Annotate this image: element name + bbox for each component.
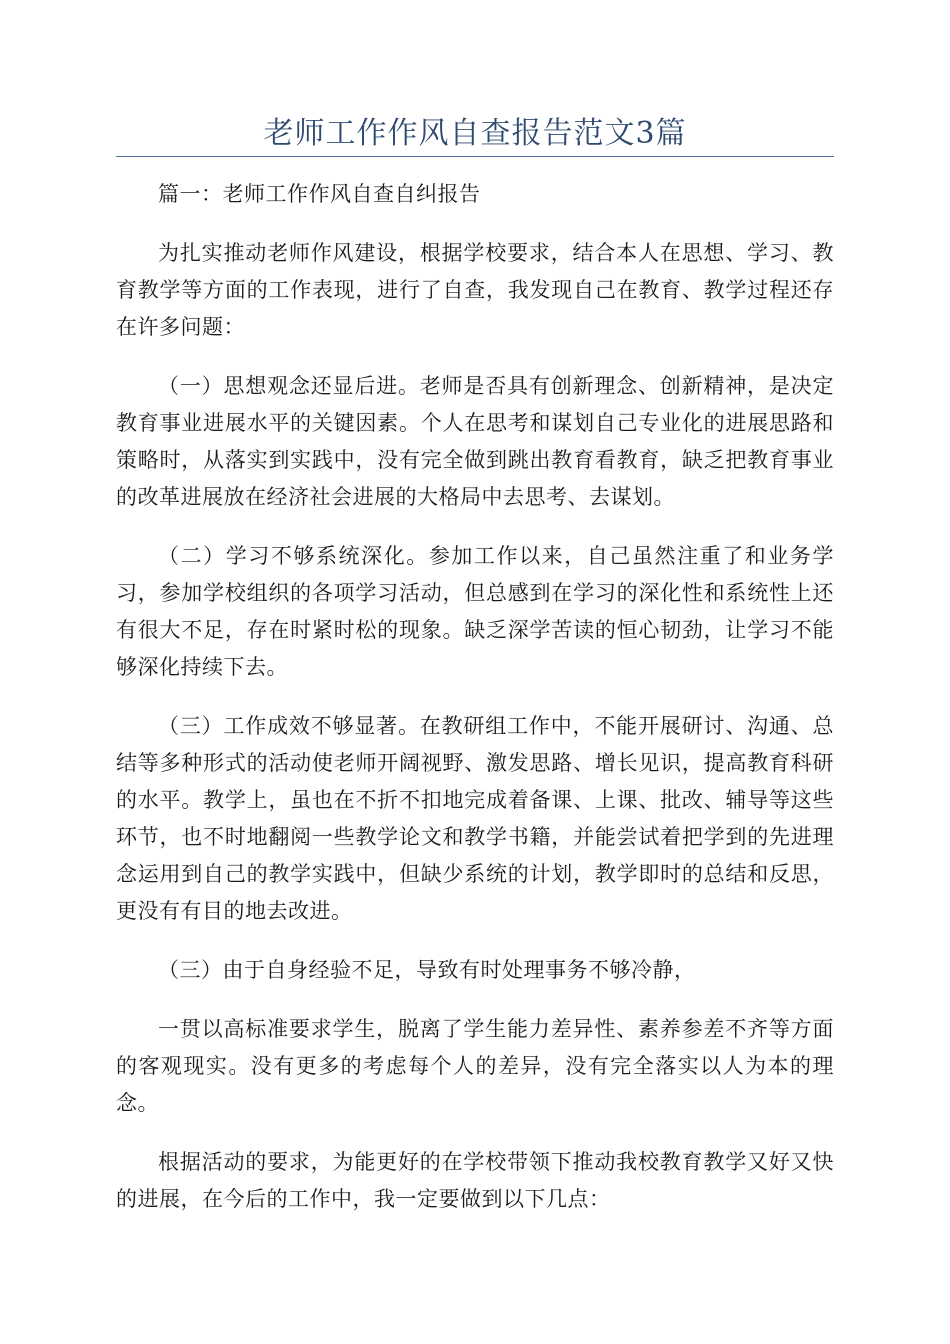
- section-heading: 篇一：老师工作作风自查自纠报告: [158, 182, 481, 206]
- paragraph-item-1: （一）思想观念还显后进。老师是否具有创新理念、创新精神，是决定教育事业进展水平的关键因素。个人在思考和谋划自己专业化的进展思路和策略时，从落实到实践中，没有完全做到跳出教育看教育，缺乏把教育事业的改革进展放在经济社会进展的大格局中去思考、去谋划。: [116, 374, 834, 509]
- title-underline: [116, 156, 834, 157]
- paragraph-item-3: （三）工作成效不够显著。在教研组工作中，不能开展研讨、沟通、总结等多种形式的活动使老师开阔视野、激发思路、增长见识，提高教育科研的水平。教学上，虽也在不折不扣地完成着备课、上课、批改、辅导等这些环节，也不时地翻阅一些教学论文和教学书籍，并能尝试着把学到的先进理念运用到自己的教学实践中，但缺少系统的计划，教学即时的总结和反思，更没有有目的地去改进。: [116, 714, 834, 923]
- paragraph-intro: 为扎实推动老师作风建设，根据学校要求，结合本人在思想、学习、教育教学等方面的工作表现，进行了自查，我发现自己在教育、教学过程还存在许多问题：: [116, 241, 834, 339]
- paragraph-item-2: （二）学习不够系统深化。参加工作以来，自己虽然注重了和业务学习，参加学校组织的各项学习活动，但总感到在学习的深化性和系统性上还有很大不足，存在时紧时松的现象。缺乏深学苦读的恒心韧劲，让学习不能够深化持续下去。: [116, 544, 834, 679]
- paragraph-closing: 根据活动的要求，为能更好的在学校带领下推动我校教育教学又好又快的进展，在今后的工作中，我一定要做到以下几点：: [116, 1150, 834, 1211]
- paragraph-item-4: （三）由于自身经验不足，导致有时处理事务不够冷静，: [158, 958, 696, 982]
- document-title: 老师工作作风自查报告范文3篇: [263, 116, 687, 151]
- document-body: [116, 176, 834, 1240]
- paragraph-continuation: 一贯以高标准要求学生，脱离了学生能力差异性、素养参差不齐等方面的客观现实。没有更多的考虑每个人的差异，没有完全落实以人为本的理念。: [116, 1017, 834, 1115]
